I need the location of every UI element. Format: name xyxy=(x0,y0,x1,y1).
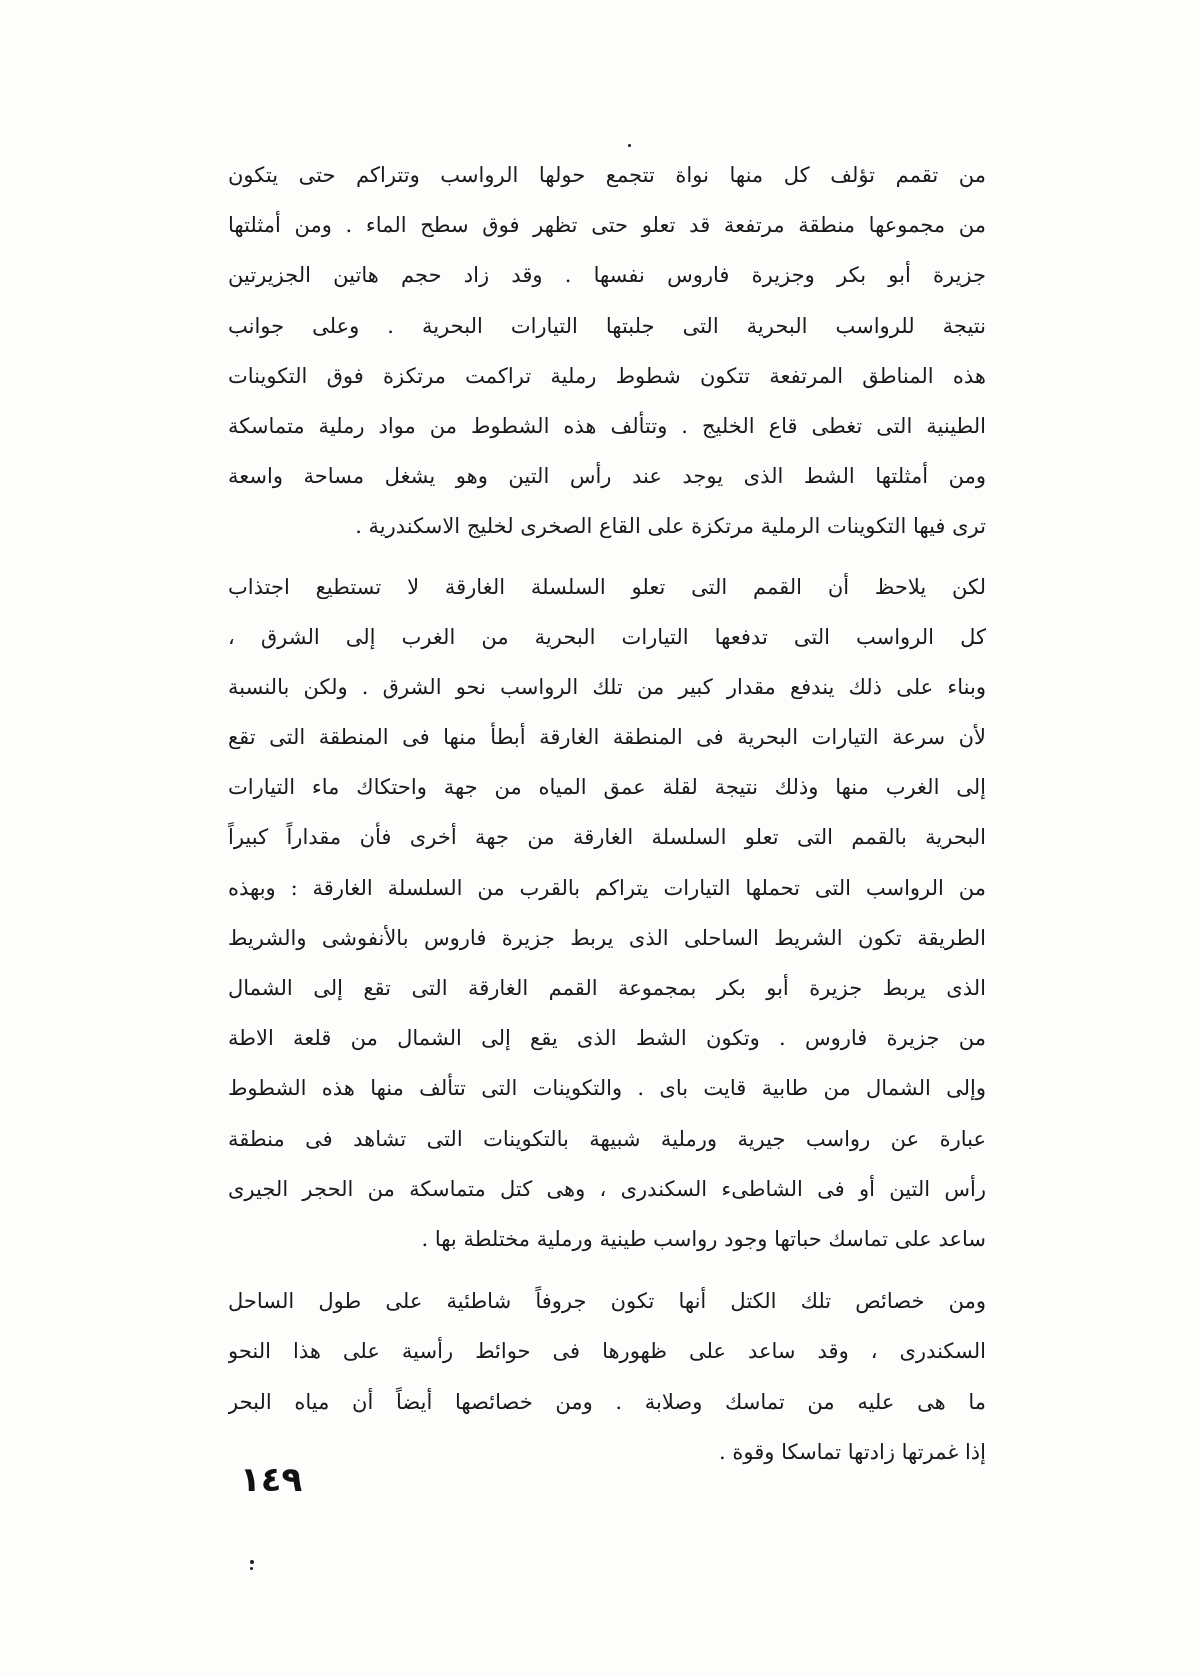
text-line: لأن سرعة التيارات البحرية فى المنطقة الغارقة أبطأ منها فى المنطقة التى تقع xyxy=(228,725,986,750)
page-number: ١٤٩ xyxy=(240,1460,303,1500)
ink-speck xyxy=(250,1560,254,1564)
text-line: وبناء على ذلك يندفع مقدار كبير من تلك الرواسب نحو الشرق . ولكن بالنسبة xyxy=(228,674,986,699)
text-line: لكن يلاحظ أن القمم التى تعلو السلسلة الغارقة لا تستطيع اجتذاب xyxy=(228,574,986,599)
text-line: إلى الغرب منها وذلك نتيجة لقلة عمق المياه من جهة واحتكاك ماء التيارات xyxy=(228,775,986,800)
text-line: ترى فيها التكوينات الرملية مرتكزة على القاع الصخرى لخليج الاسكندرية . xyxy=(355,514,986,539)
text-line: من جزيرة فاروس . وتكون الشط الذى يقع إلى الشمال من قلعة الاطة xyxy=(228,1026,986,1051)
text-line: نتيجة للرواسب البحرية التى جلبتها التيارات البحرية . وعلى جوانب xyxy=(228,313,986,338)
text-line: الذى يربط جزيرة أبو بكر بمجموعة القمم الغارقة التى تقع إلى الشمال xyxy=(228,976,986,1000)
text-line: الطريقة تكون الشريط الساحلى الذى يربط جزيرة فاروس بالأنفوشى والشريط xyxy=(228,925,986,950)
text-line: من مجموعها منطقة مرتفعة قد تعلو حتى تظهر فوق سطح الماء . ومن أمثلتها xyxy=(228,213,986,238)
ink-speck xyxy=(250,1567,253,1570)
text-line: البحرية بالقمم التى تعلو السلسلة الغارقة من جهة أخرى فأن مقداراً كبيراً xyxy=(228,825,986,850)
text-line: إذا غمرتها زادتها تماسكا وقوة . xyxy=(719,1439,986,1464)
text-line: من تقمم تؤلف كل منها نواة تتجمع حولها الرواسب وتتراكم حتى يتكون xyxy=(228,163,986,187)
text-line: السكندرى ، وقد ساعد على ظهورها فى حوائط رأسية على هذا النحو xyxy=(228,1339,986,1364)
text-line: ومن أمثلتها الشط الذى يوجد عند رأس التين وهو يشغل مساحة واسعة xyxy=(228,464,986,489)
text-line: رأس التين أو فى الشاطىء السكندرى ، وهى كتل متماسكة من الحجر الجيرى xyxy=(228,1176,986,1201)
text-line: ساعد على تماسك حباتها وجود رواسب طينية ورملية مختلطة بها . xyxy=(421,1226,986,1251)
paragraph-1 xyxy=(228,150,986,552)
text-line: ومن خصائص تلك الكتل أنها تكون جروفاً شاطئية على طول الساحل xyxy=(228,1289,986,1314)
body-text xyxy=(228,150,986,1477)
text-line: هذه المناطق المرتفعة تتكون شطوط رملية تراكمت مرتكزة فوق التكوينات xyxy=(228,363,986,388)
text-line: وإلى الشمال من طابية قايت باى . والتكوينات التى تتألف منها هذه الشطوط xyxy=(228,1076,986,1101)
text-line: جزيرة أبو بكر وجزيرة فاروس نفسها . وقد زاد حجم هاتين الجزيرتين xyxy=(228,263,986,288)
text-line: الطينية التى تغطى قاع الخليج . وتتألف هذه الشطوط من مواد رملية متماسكة xyxy=(228,413,986,438)
text-line: عبارة عن رواسب جيرية ورملية شبيهة بالتكوينات التى تشاهد فى منطقة xyxy=(228,1126,986,1151)
text-line: ما هى عليه من تماسك وصلابة . ومن خصائصها أيضاً أن مياه البحر xyxy=(228,1389,986,1414)
text-line: كل الرواسب التى تدفعها التيارات البحرية من الغرب إلى الشرق ، xyxy=(228,624,986,649)
ink-speck xyxy=(628,144,631,147)
paragraph-3 xyxy=(228,1276,986,1477)
paragraph-2 xyxy=(228,562,986,1265)
text-line: من الرواسب التى تحملها التيارات يتراكم بالقرب من السلسلة الغارقة : وبهذه xyxy=(228,875,986,900)
